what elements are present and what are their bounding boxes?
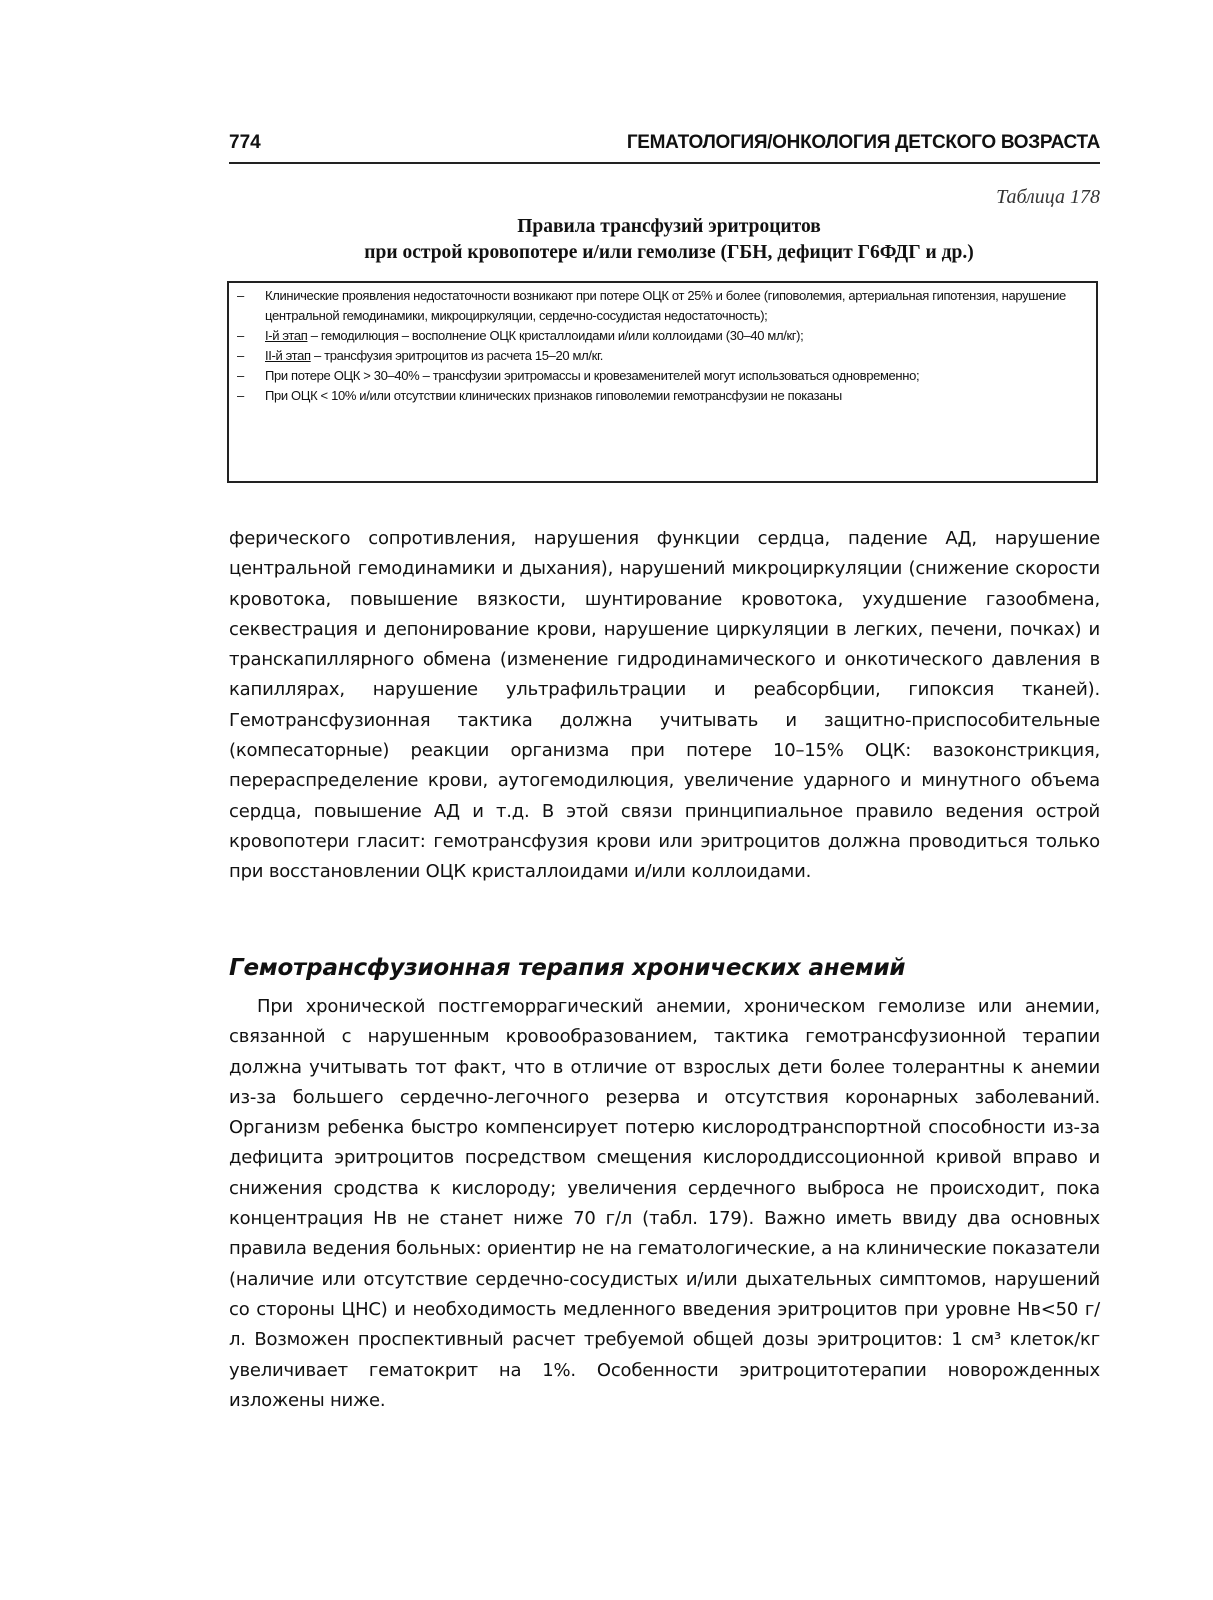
table-title xyxy=(229,214,1109,266)
rule-item xyxy=(237,326,1084,346)
rule-text: При потере ОЦК > 30–40% – трансфузии эритромассы и кровезаменителей могут использоваться одновременно; xyxy=(265,368,920,383)
section-heading: Гемотрансфузионная терапия хронических анемий xyxy=(229,955,906,981)
dash-marker: – xyxy=(237,328,244,343)
table-label: Таблица 178 xyxy=(996,186,1100,208)
dash-marker: – xyxy=(237,348,244,363)
rule-text: Клинические проявления недостаточности возникают при потере ОЦК от 25% и более (гиповолемия, артериальная гипотензия, нарушение центральной гемодинамики, микроциркуляции, сердечно-сосудистая недостаточность); xyxy=(265,288,1066,323)
body-paragraph-2: При хронической постгеморрагический анемии, хроническом гемолизе или анемии, связанной с нарушенным кровообразованием, тактика гемотрансфузионной терапии должна учитывать тот факт, что в отличие от взрослых дети более толерантны к анемии из-за большего сердечно-легочного резерва и отсутствия коронарных заболеваний. Организм ребенка быстро компенсирует потерю кислородтранспортной способности из-за дефицита эритроцитов посредством смещения кислороддиссоционной кривой вправо и снижения сродства к кислороду; увеличения сердечного выброса не происходит, пока концентрация Нв не станет ниже 70 г/л (табл. 179). Важно иметь ввиду два основных правила ведения больных: ориентир не на гематологические, а на клинические показатели (наличие или отсутствие сердечно-сосудистых и/или дыхательных симптомов, нарушений со стороны ЦНС) и необходимость медленного введения эритроцитов при уровне Нв<50 г/л. Возможен проспективный расчет требуемой общей дозы эритроцитов: 1 см³ клеток/кг увеличивает гематокрит на 1%. Особенности эритроцитотерапии новорожденных изложены ниже. xyxy=(229,996,1100,1411)
page-number: 774 xyxy=(229,132,261,153)
rules-table xyxy=(227,281,1098,483)
rule-item xyxy=(237,386,1084,406)
dash-marker: – xyxy=(237,368,244,383)
rule-item xyxy=(237,366,1084,386)
rule-stage-label: I-й этап xyxy=(265,328,308,343)
body-paragraph-1: ферического сопротивления, нарушения функции сердца, падение АД, нарушение центральной гемодинамики и дыхания), нарушений микроциркуляции (снижение скорости кровотока, повышение вязкости, шунтирование кровотока, ухудшение газообмена, секвестрация и депонирование крови, нарушение циркуляции в легких, печени, почках) и транскапиллярного обмена (изменение гидродинамического и онкотического давления в капиллярах, нарушение ультрафильтрации и реабсорбции, гипоксия тканей). Гемотрансфузионная тактика должна учитывать и защитно-приспособительные (компесаторные) реакции организма при потере 10–15% ОЦК: вазоконстрикция, перераспределение крови, аутогемодилюция, увеличение ударного и минутного объема сердца, повышение АД и т.д. В этой связи принципиальное правило ведения острой кровопотери гласит: гемотрансфузия крови или эритроцитов должна проводиться только при восстановлении ОЦК кристаллоидами и/или коллоидами. xyxy=(229,528,1100,883)
rule-text: – гемодилюция – восполнение ОЦК кристаллоидами и/или коллоидами (30–40 мл/кг); xyxy=(307,328,804,343)
dash-marker: – xyxy=(237,288,244,303)
rule-stage-label: II-й этап xyxy=(265,348,311,363)
rule-text: При ОЦК < 10% и/или отсутствии клинических признаков гиповолемии гемотрансфузии не показаны xyxy=(265,388,842,403)
section-title: ГЕМАТОЛОГИЯ/ОНКОЛОГИЯ ДЕТСКОГО ВОЗРАСТА xyxy=(626,132,1100,153)
rule-item xyxy=(237,346,1084,366)
table-title-line-1: Правила трансфузий эритроцитов xyxy=(517,216,821,237)
table-title-line-2: при острой кровопотере и/или гемолизе (ГБН, дефицит Г6ФДГ и др.) xyxy=(364,242,974,263)
rules-list xyxy=(229,283,1096,406)
dash-marker: – xyxy=(237,388,244,403)
running-head xyxy=(229,128,1100,164)
rule-text: – трансфузия эритроцитов из расчета 15–20 мл/кг. xyxy=(310,348,604,363)
rule-item xyxy=(237,286,1084,326)
